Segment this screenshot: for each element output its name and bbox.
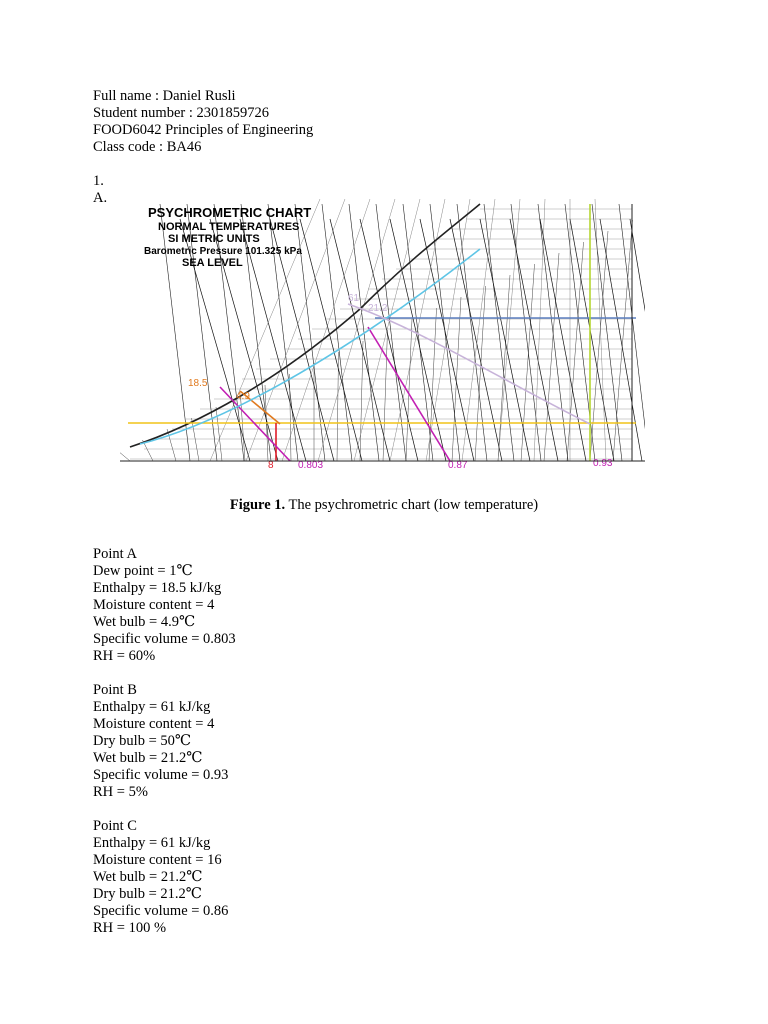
course-title: FOOD6042 Principles of Engineering bbox=[93, 122, 314, 138]
chart-title-line-2: NORMAL TEMPERATURES bbox=[158, 221, 300, 233]
point-a-moisture: Moisture content = 4 bbox=[93, 597, 215, 613]
point-a-wet-bulb: Wet bulb = 4.9℃ bbox=[93, 614, 196, 630]
psychrometric-chart bbox=[120, 199, 645, 490]
point-b-moisture: Moisture content = 4 bbox=[93, 716, 215, 732]
chart-title-line-3: SI METRIC UNITS bbox=[168, 233, 260, 245]
annotation-volume-b: 0.93 bbox=[593, 458, 613, 469]
chart-title-line-5: SEA LEVEL bbox=[182, 257, 243, 269]
point-b-wet-bulb: Wet bulb = 21.2℃ bbox=[93, 750, 203, 766]
document-header bbox=[93, 88, 693, 207]
point-a-enthalpy: Enthalpy = 18.5 kJ/kg bbox=[93, 580, 222, 596]
point-b-dry-bulb: Dry bulb = 50℃ bbox=[93, 733, 192, 749]
chart-title-line-1: PSYCHROMETRIC CHART bbox=[148, 205, 312, 220]
points-list bbox=[93, 546, 236, 954]
question-number: 1. bbox=[93, 173, 104, 189]
annotation-wetbulb-a: 4.9 bbox=[236, 391, 250, 402]
point-b-rh: RH = 5% bbox=[93, 784, 148, 800]
student-number: Student number : 2301859726 bbox=[93, 105, 270, 121]
annotation-enthalpy-a: 18.5 bbox=[188, 378, 208, 389]
chart-title-line-4: Barometric Pressure 101.325 kPa bbox=[144, 246, 302, 257]
caption-label: Figure 1. bbox=[229, 497, 286, 513]
full-name: Full name : Daniel Rusli bbox=[93, 88, 236, 104]
point-a-title: Point A bbox=[93, 546, 137, 562]
point-c-wet-bulb: Wet bulb = 21.2℃ bbox=[93, 869, 203, 885]
question-part: A. bbox=[93, 190, 108, 206]
annotation-wetbulb-bc: 21.2 bbox=[368, 303, 388, 314]
annotation-enthalpy-b: 61 bbox=[348, 293, 360, 304]
annotation-volume-c: 0.87 bbox=[448, 460, 468, 471]
point-a-rh: RH = 60% bbox=[93, 648, 156, 664]
point-a-specific-volume: Specific volume = 0.803 bbox=[93, 631, 236, 647]
point-c-enthalpy: Enthalpy = 61 kJ/kg bbox=[93, 835, 211, 851]
point-b-block bbox=[93, 682, 236, 801]
point-c-block bbox=[93, 818, 236, 937]
figure-caption bbox=[0, 497, 768, 514]
point-b-title: Point B bbox=[93, 682, 137, 698]
point-b-specific-volume: Specific volume = 0.93 bbox=[93, 767, 229, 783]
point-b-enthalpy: Enthalpy = 61 kJ/kg bbox=[93, 699, 211, 715]
caption-text: The psychrometric chart (low temperature) bbox=[285, 497, 539, 513]
point-a-dew-point: Dew point = 1℃ bbox=[93, 563, 193, 579]
point-c-dry-bulb: Dry bulb = 21.2℃ bbox=[93, 886, 202, 902]
annotation-volume-a: 0.803 bbox=[298, 460, 324, 471]
point-c-rh: RH = 100 % bbox=[93, 920, 167, 936]
point-c-specific-volume: Specific volume = 0.86 bbox=[93, 903, 229, 919]
point-a-block bbox=[93, 546, 236, 665]
point-c-moisture: Moisture content = 16 bbox=[93, 852, 222, 868]
point-c-title: Point C bbox=[93, 818, 137, 834]
class-code: Class code : BA46 bbox=[93, 139, 202, 155]
psychrometric-chart-figure bbox=[120, 199, 645, 490]
annotation-dewpoint-a: 8 bbox=[268, 460, 274, 471]
